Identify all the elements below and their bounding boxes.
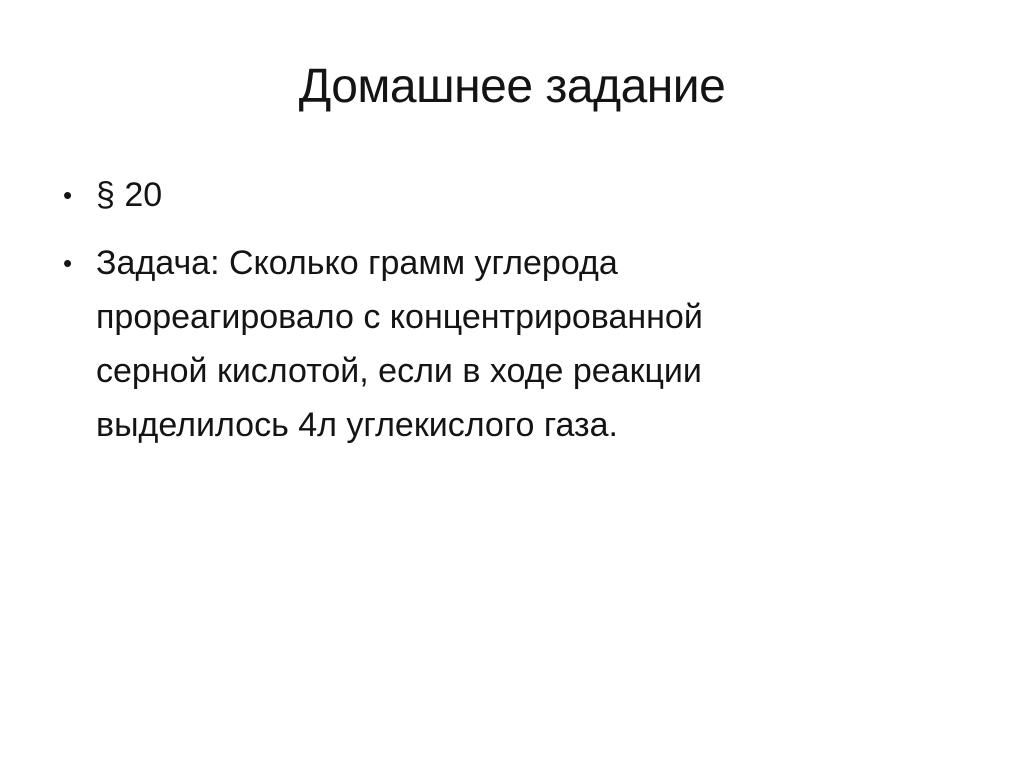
list-item [63,168,763,222]
bullet-list [63,168,833,452]
list-item [63,236,763,452]
presentation-slide [0,58,1024,767]
slide-body [63,168,833,452]
bullet-icon: • [63,179,73,210]
bullet-icon: • [63,247,73,278]
bullet-text: Задача: Сколько грамм углерода прореагировало с концентрированной серной кислотой, если в ходе реакции выделилось 4л углекислого газа. [96,243,703,444]
bullet-text: § 20 [96,175,163,214]
slide-title: Домашнее задание [298,60,726,113]
